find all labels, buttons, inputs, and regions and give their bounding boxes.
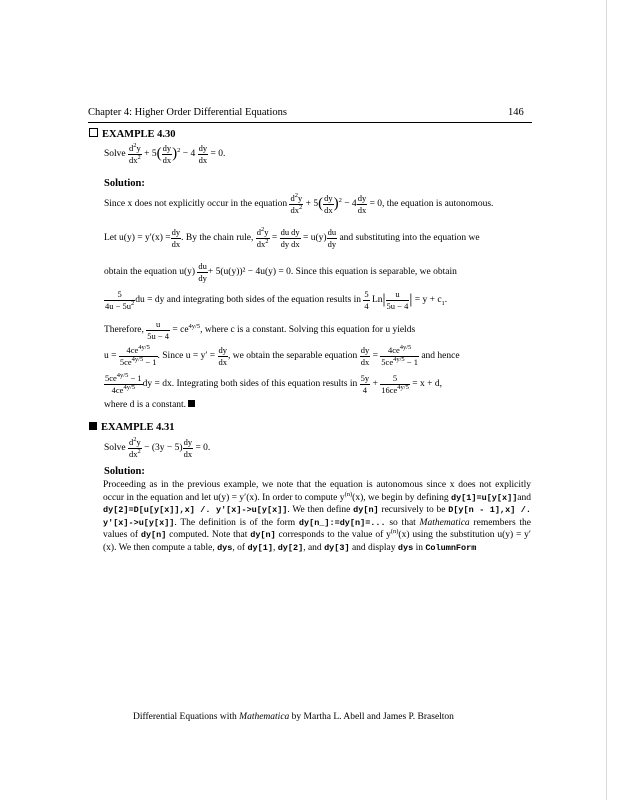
integrating-line: $\frac{5}{4u - 5u^2}$ du = dy and integrating both sides of the equation results in $\frac{5}{4}$ Ln| $\frac{u}{5u - 4}$ | = $y + c_1$. xyxy=(105,289,448,311)
example-4-31-equation: Solve $\frac{d^2y}{dx^2}$ − (3y − 5) $\frac{dy}{dx}$ = 0. xyxy=(104,436,211,459)
example-4-31-heading: EXAMPLE 4.31 xyxy=(89,422,175,433)
page-number: 146 xyxy=(508,107,524,118)
where-d-line: where d is a constant. xyxy=(104,400,195,410)
therefore-line: Therefore, $\frac{u}{5u - 4}$ = $ce^{4y/5}$, where c is a constant. Solving this equation for u yields xyxy=(104,319,416,341)
page-edge-line xyxy=(606,0,607,800)
example-4-31-paragraph: Proceeding as in the previous example, we note that the equation is autonomous since x does not explicitly occur in the equation and let u(y) = y′(x). In order to compute $y^{(n)}(x)$, we begin by defining dy[1]=u[y[x]]and dy[2]=D[u[y[x]],x] /. y′[x]->u[y[x]]. We then define dy[n] recursively to be D[y[n - 1],x] /. y′[x]->u[y[x]]. The definition is of the form dy[n_]:=dy[n]=... so that Mathematica remembers the values of dy[n] computed. Note that dy[n] corresponds to the value of $y^{(n)}(x)$ using the substitution u(y) = y′(x). We then compute a table, dys, of dy[1], dy[2], and dy[3] and display dys in ColumnForm xyxy=(103,480,532,553)
example-4-30-equation: Solve $\frac{d^2y}{dx^2}$ + 5( $\frac{dy}{dx}$ )$^2$ − 4 $\frac{dy}{dx}$ = 0. xyxy=(104,142,226,165)
page-footer: Differential Equations with Mathematica by Martha L. Abell and James P. Braselton xyxy=(133,712,454,722)
chain-rule-line: Let u(y) = y′(x) = $\frac{dy}{dx}$ . By the chain rule, $\frac{d^2y}{dx^2}$ = $\frac{du}{dy}$ $\frac{dy}{dx}$ = u(y) $\frac{du}{dy}$ and substituting into the equation we xyxy=(104,226,480,249)
solution-label-4-30: Solution: xyxy=(104,178,145,189)
example-4-30-heading: EXAMPLE 4.30 xyxy=(89,128,176,140)
u-solution-line: u = $\frac{4ce^{4y/5}}{5ce^{4y/5} - 1}$ . Since u = y′ = $\frac{dy}{dx}$ , we obtain the separable equation $\frac{dy}{dx}$ = $\frac{4ce^{4y/5}}{5ce^{4y/5} - 1}$ and hence xyxy=(104,344,460,367)
filled-square-icon xyxy=(89,422,97,430)
end-of-proof-icon xyxy=(188,400,195,407)
solution-label-4-31: Solution: xyxy=(104,466,145,477)
open-square-icon xyxy=(89,128,98,137)
autonomous-line: Since x does not explicitly occur in the equation $\frac{d^2y}{dx^2}$ + 5( $\frac{dy}{dx}$ )$^2$ − 4 $\frac{dy}{dx}$ = 0, the equation is autonomous. xyxy=(104,192,494,215)
obtain-line: obtain the equation u(y) $\frac{du}{dy}$ + 5(u(y))² − 4u(y) = 0. Since this equation is separable, we obtain xyxy=(104,261,457,283)
chapter-title: Chapter 4: Higher Order Differential Equations xyxy=(88,107,287,118)
header-rule xyxy=(88,122,532,123)
final-integration-line: $\frac{5ce^{4y/5} - 1}{4ce^{4y/5}}$ dy = dx. Integrating both sides of this equation results in $\frac{5y}{4}$ + $\frac{5}{16ce^{4y/5}}$ = x + d, xyxy=(105,372,442,395)
